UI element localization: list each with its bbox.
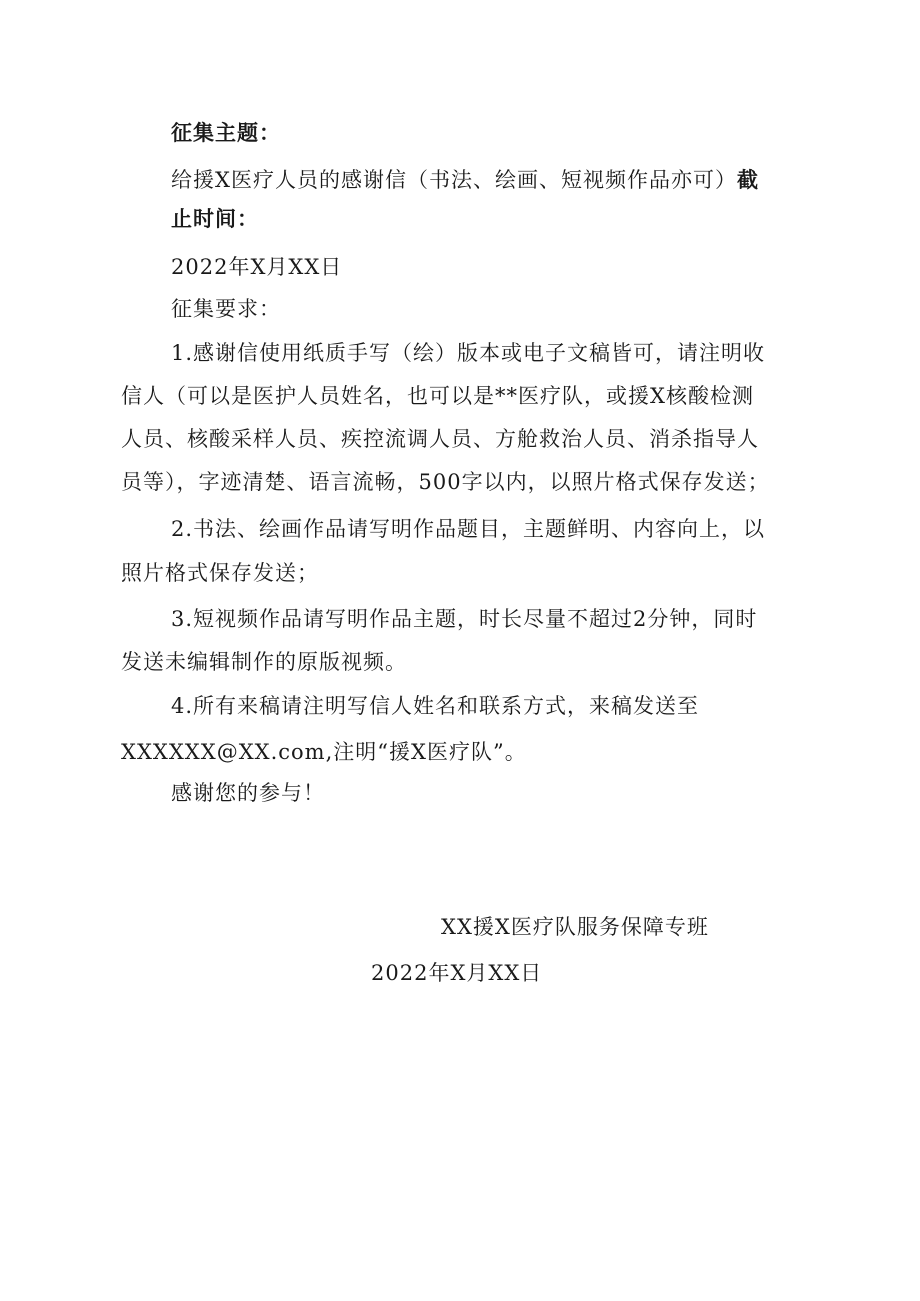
- deadline-label-start: 截: [736, 168, 759, 192]
- deadline-label: 止时间：: [171, 207, 259, 231]
- theme-text-body: 给援X医疗人员的感谢信（书法、绘画、短视频作品亦可）: [171, 168, 737, 192]
- signature-org: XX援X医疗队服务保障专班: [441, 915, 709, 939]
- requirement-3-line-2: 发送未编辑制作的原版视频。: [121, 650, 407, 674]
- requirement-1-line-3: 人员、核酸采样人员、疾控流调人员、方舱救治人员、消杀指导人: [121, 427, 759, 451]
- theme-label: 征集主题：: [171, 121, 281, 145]
- requirement-1-line-1: 1.感谢信使用纸质手写（绘）版本或电子文稿皆可，请注明收: [171, 341, 766, 365]
- deadline-value: 2022年X月XX日: [171, 255, 343, 279]
- requirements-label: 征集要求：: [171, 297, 281, 321]
- requirement-2-line-2: 照片格式保存发送；: [121, 561, 319, 585]
- requirement-4-line-1: 4.所有来稿请注明写信人姓名和联系方式，来稿发送至: [171, 694, 700, 718]
- requirement-3-line-1: 3.短视频作品请写明作品主题，时长尽量不超过2分钟，同时: [171, 607, 758, 631]
- requirement-2-line-1: 2.书法、绘画作品请写明作品题目，主题鲜明、内容向上，以: [171, 517, 766, 541]
- requirement-4-line-2: XXXXXX@XX.com,注明“援X医疗队”。: [121, 740, 527, 764]
- signature-date: 2022年X月XX日: [371, 961, 543, 985]
- requirement-1-line-4: 员等），字迹清楚、语言流畅，500字以内，以照片格式保存发送；: [121, 470, 770, 494]
- theme-text: [171, 168, 759, 192]
- requirement-1-line-2: 信人（可以是医护人员姓名，也可以是**医疗队，或援X核酸检测: [121, 384, 754, 408]
- thanks-text: 感谢您的参与！: [171, 781, 325, 805]
